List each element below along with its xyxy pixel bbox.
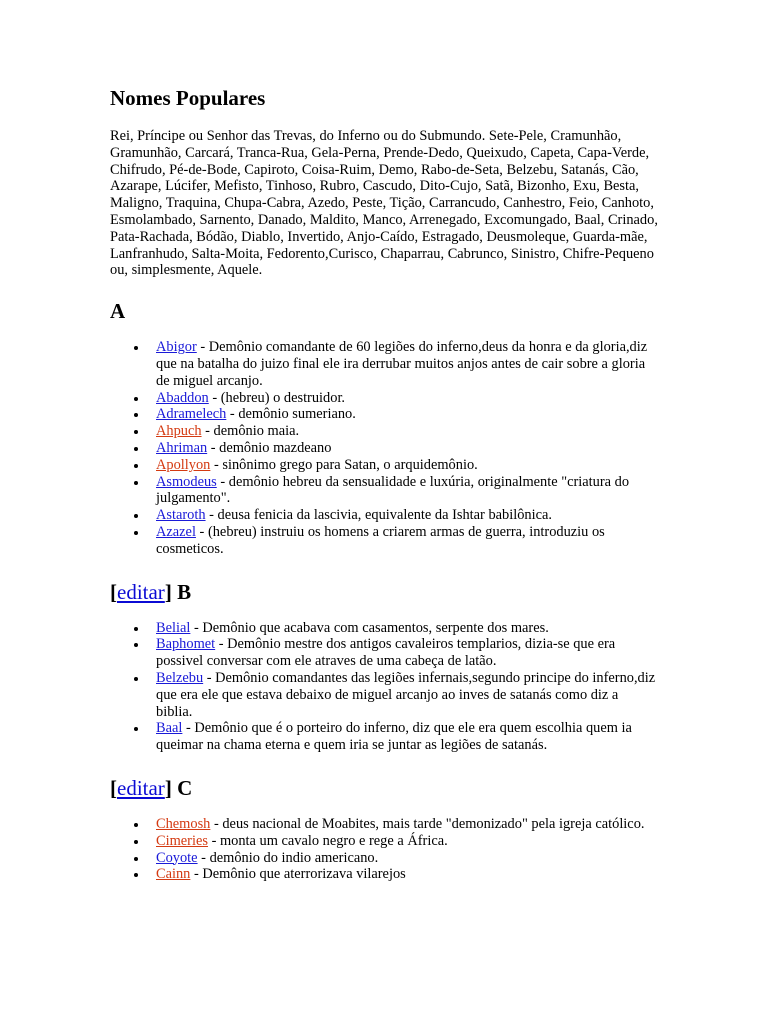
section-heading-a: A <box>110 299 126 324</box>
list-item <box>156 524 658 558</box>
intro-paragraph: Rei, Príncipe ou Senhor das Trevas, do Inferno ou do Submundo. Sete-Pele, Cramunhão, Gramunhão, Carcará, Tranca-Rua, Gela-Perna, Prende-Dedo, Queixudo, Capeta, Capa-Verde, Chifrudo, Pé-de-Bode, Capiroto, Coisa-Ruim, Demo, Rabo-de-Seta, Belzebu, Satanás, Cão, Azarape, Lúcifer, Mefisto, Tinhoso, Rubro, Cascudo, Dito-Cujo, Satã, Bizonho, Exu, Besta, Maligno, Traquina, Chupa-Cabra, Azedo, Peste, Tição, Carrancudo, Canhestro, Feio, Canhoto, Esmolambado, Sarnento, Danado, Maldito, Manco, Arrenegado, Excomungado, Baal, Crinado, Pata-Rachada, Bódão, Diablo, Invertido, Anjo-Caído, Estragado, Deusmoleque, Guarda-mãe, Lanfranhudo, Salta-Moita, Fedorento,Curisco, Chaparrau, Cabrunco, Sinistro, Chifre-Pequeno ou, simplesmente, Aquele. <box>110 128 658 279</box>
section-heading-b <box>110 578 658 606</box>
term-link-chemosh[interactable]: Chemosh <box>156 815 211 832</box>
entry-description: - deusa fenicia da lascivia, equivalente da Ishtar babilônica. <box>205 507 552 524</box>
entry-description: - demônio hebreu da sensualidade e luxúria, originalmente "criatura do julgamento". <box>156 473 630 507</box>
list-item <box>156 423 658 440</box>
bracket-close: ] <box>164 579 172 604</box>
term-link-cainn[interactable]: Cainn <box>156 866 191 883</box>
section-letter-c: C <box>171 775 193 800</box>
list-item <box>156 440 658 457</box>
edit-link-c[interactable]: editar <box>117 775 165 800</box>
edit-link-b[interactable]: editar <box>117 579 165 604</box>
entry-description: - Demônio mestre dos antigos cavaleiros templarios, dizia-se que era possivel conversar com ele atraves de uma cabeça de latão. <box>156 636 616 670</box>
list-item <box>156 390 658 407</box>
bracket-close: ] <box>164 775 172 800</box>
page-title: Nomes Populares <box>110 86 266 110</box>
entry-description: - demônio do indio americano. <box>197 849 379 866</box>
section-letter-b: B <box>171 579 192 604</box>
entry-description: - Demônio que é o porteiro do inferno, diz que ele era quem escolhia quem ia queimar na chama eterna e quem iria se juntar as legiões de satanás. <box>156 720 632 754</box>
term-link-abigor[interactable]: Abigor <box>156 339 197 356</box>
list-item <box>156 866 658 883</box>
term-link-cimeries[interactable]: Cimeries <box>156 832 208 849</box>
list-item <box>156 474 658 508</box>
entry-description: - (hebreu) instruiu os homens a criarem armas de guerra, introduziu os cosmeticos. <box>156 523 605 557</box>
list-item <box>156 406 658 423</box>
entry-description: - demônio sumeriano. <box>226 406 356 423</box>
term-link-adramelech[interactable]: Adramelech <box>156 406 227 423</box>
term-link-astaroth[interactable]: Astaroth <box>156 507 206 524</box>
term-link-baphomet[interactable]: Baphomet <box>156 636 216 653</box>
term-link-azazel[interactable]: Azazel <box>156 523 196 540</box>
entry-description: - demônio maia. <box>201 423 300 440</box>
list-item <box>156 670 658 720</box>
section-c-list <box>110 816 658 883</box>
term-link-asmodeus[interactable]: Asmodeus <box>156 473 217 490</box>
list-item <box>156 833 658 850</box>
entry-description: - (hebreu) o destruidor. <box>208 389 346 406</box>
list-item <box>156 816 658 833</box>
term-link-abaddon[interactable]: Abaddon <box>156 389 209 406</box>
entry-description: - monta um cavalo negro e rege a África. <box>207 832 448 849</box>
entry-description: - Demônio que aterrorizava vilarejos <box>190 866 406 883</box>
term-link-ahpuch[interactable]: Ahpuch <box>156 423 202 440</box>
section-heading-c <box>110 774 658 802</box>
term-link-belzebu[interactable]: Belzebu <box>156 669 204 686</box>
term-link-apollyon[interactable]: Apollyon <box>156 456 211 473</box>
list-item <box>156 339 658 389</box>
list-item <box>156 850 658 867</box>
section-a-list <box>110 339 658 557</box>
list-item <box>156 636 658 670</box>
entry-description: - demônio mazdeano <box>207 439 332 456</box>
term-link-baal[interactable]: Baal <box>156 720 183 737</box>
term-link-ahriman[interactable]: Ahriman <box>156 439 208 456</box>
list-item <box>156 507 658 524</box>
entry-description: - Demônio comandantes das legiões infernais,segundo principe do inferno,diz que era ele que estava debaixo de miguel arcanjo ao inves de satanás como diz a biblia. <box>156 669 656 720</box>
list-item <box>156 720 658 754</box>
entry-description: - Demônio que acabava com casamentos, serpente dos mares. <box>190 619 549 636</box>
bracket-open: [ <box>110 579 117 604</box>
term-link-coyote[interactable]: Coyote <box>156 849 198 866</box>
entry-description: - sinônimo grego para Satan, o arquidemônio. <box>210 456 478 473</box>
entry-description: - Demônio comandante de 60 legiões do inferno,deus da honra e da gloria,diz que na batalha do juizo final ele ira derrubar muitos anjos antes de cair sobre a gloria de miguel arcanjo. <box>156 339 648 389</box>
term-link-belial[interactable]: Belial <box>156 619 191 636</box>
list-item <box>156 457 658 474</box>
document-content <box>110 84 658 903</box>
entry-description: - deus nacional de Moabites, mais tarde "demonizado" pela igreja católico. <box>210 815 645 832</box>
list-item <box>156 620 658 637</box>
bracket-open: [ <box>110 775 117 800</box>
section-b-list <box>110 620 658 754</box>
